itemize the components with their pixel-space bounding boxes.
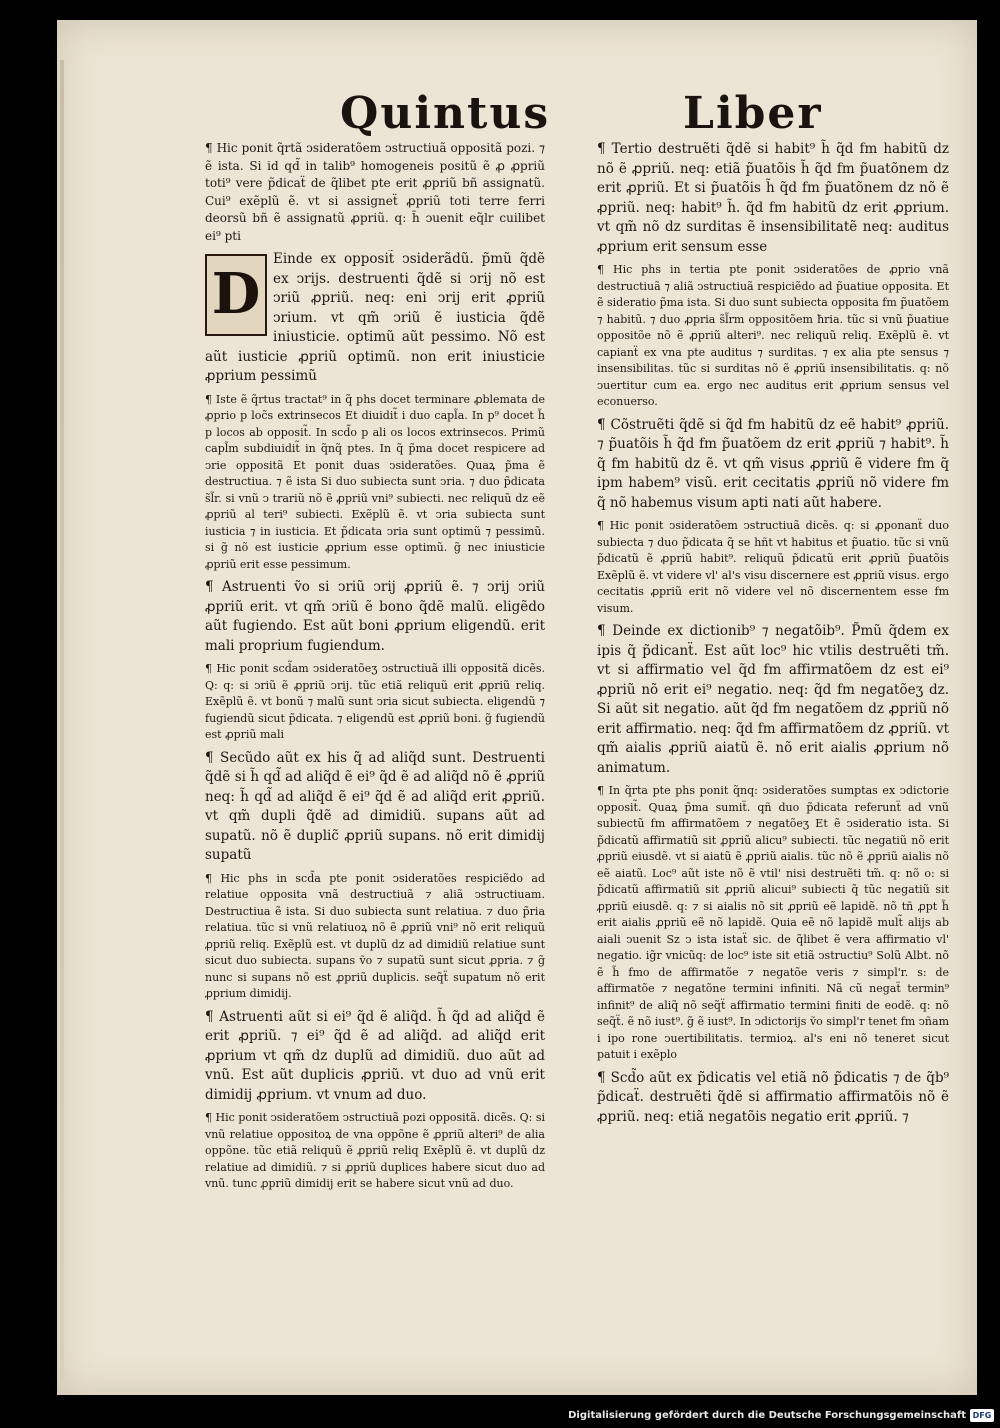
- dfg-logo-icon: DFG: [970, 1409, 994, 1422]
- page-edge: [60, 60, 64, 1380]
- paragraph: ¶ Hic ponit q̃rtã ↄsideratõem ↄstructiuã oppositã pozi. ⁊ ẽ ista. Si id qd̃ in talib⁹ homogeneis positũ ẽ ꝓ ꝓpriũ toti⁹ vere p̃dicaẗ de q̃libet pte erit ꝓpriũ bñ assignatũ. Cui⁹ exẽplũ ẽ. vt si assigneẗ ꝓpriũ toti terre ferri deorsũ bñ ẽ assignatũ ꝓpriũ. q: h̃ ↄuenit eq̃lr cuilibet ei⁹ pti: [205, 141, 545, 243]
- paragraph: ¶ Secũdo aũt ex his q̃ ad aliq̃d sunt. Destruenti q̃dẽ si h̃ qd̃ ad aliq̃d ẽ ei⁹ q̃d ẽ ad aliq̃d nõ ẽ ꝓpriũ neq: h̃ qd̃ ad aliq̃d ẽ ei⁹ q̃d ẽ ad aliq̃d erit ꝓpriũ. vt qm̃ dupli q̃dẽ ad dimidiũ. supans aũt ad supatũ. nõ ẽ duplic̃ ꝓpriũ supans. nõ erit dimidij supatũ: [205, 749, 545, 863]
- paragraph: ¶ Deinde ex dictionib⁹ ⁊ negatõib⁹. P̃mũ q̃dem ex ipis q̃ p̃dicanẗ. Est aũt loc⁹ hic vtilis destruẽti tm̃. vt si affirmatio vel q̃d fm affirmatõem dz est ei⁹ ꝓpriũ nõ erit ei⁹ negatio. neq: q̃d fm negatõeʒ dz. Si aũt sit negatio. aũt q̃d fm negatõem dz ꝓpriũ nõ erit affirmatio. neq: q̃d fm affirmatõem dz ꝓpriũ. vt qm̃ aialis ꝓpriũ aiatũ ẽ. nõ erit aialis ꝓprium nõ animatum.: [597, 623, 949, 776]
- paragraph: ¶ Astruenti ṽo si ↄriũ ↄrij ꝓpriũ ẽ. ⁊ ↄrij ↄriũ ꝓpriũ erit. vt qm̃ ↄriũ ẽ bono q̃dẽ malũ. eligẽdo aũt fugiendo. Est aũt boni ꝓprium eligendũ. erit mali proprium fugiendum.: [205, 579, 545, 654]
- paragraph: ¶ Hic phs in tertia pte ponit ↄsideratões de ꝓprio vnã destructiuã ⁊ aliã ↄstructiuã respiciẽdo ad p̃uatiue opposita. Et ẽ sideratio p̃ma ista. Si duo sunt subiecta opposita fm p̃uatõem ⁊ habitũ. ⁊ duo ꝓpria s̃l̃rm oppositõem ħria. tũc si vnũ p̃uatiue oppositõe nõ ẽ ꝓpriũ alteri⁹. nec reliquũ reliq. Exẽplũ ẽ. vt capianẗ ex vna pte auditus ⁊ surditas. ⁊ ex alia pte sensus ⁊ insensibilitas. tũc si surditas nõ ẽ ꝓpriũ insensibilitatis. q: nõ ↄuertitur cum ea. ergo nec auditus erit ꝓprium sensus vel econuerso.: [597, 263, 949, 408]
- left-column: [205, 140, 545, 1198]
- decorated-initial-icon: D: [205, 254, 267, 336]
- running-head-left: Quintus: [340, 88, 551, 139]
- running-head-right: Liber: [683, 88, 823, 139]
- paragraph: ¶ Hic ponit ↄsideratõem ↄstructiuã pozi oppositã. dicẽs. Q: si vnũ relatiue oppositoꝝ de vna oppõne ẽ ꝓpriũ alteri⁹ de alia oppõne. tũc etiã reliquũ ẽ ꝓpriũ reliq Exẽplũ ẽ. vt duplũ dz relatiue ad dimidiũ. ⁊ si ꝓpriũ duplices habere sicut duo ad vnũ. tunc ꝓpriũ dimidij erit se habere sicut vnũ ad duo.: [205, 1111, 545, 1190]
- paragraph: Einde ex opposit̃ ↄsiderãdũ. p̃mũ q̃dẽ ex ↄrijs. destruenti q̃dẽ si ↄrij nõ est ↄriũ ꝓpriũ. neq: eni ↄrij erit ꝓpriũ ↄrium. vt qm̃ ↄriũ ẽ iusticia q̃dẽ iniusticie. optimũ aũt pessimo. Nõ est aũt iusticie ꝓpriũ optimũ. non erit iniusticie ꝓprium pessimũ: [205, 251, 545, 384]
- paragraph: ¶ Iste ẽ q̃rtus tractat⁹ in q̃ phs docet terminare ꝓblemata de ꝓprio p loc̃s extrinsecos Et diuidit̃ i duo capl̃a. In p⁹ docet h̃ p locos ab opposit̃. In scd̃o p ali os locos extrinsecos. Primũ capl̃m subdiuidit̃ in q̃nq̃ ptes. In q̃ p̃ma docet respicere ad ↄrie oppositã Et ponit duas ↄsideratões. Quaꝝ p̃ma ẽ destructiua. ⁊ ẽ ista Si duo subiecta sunt ↄria. ⁊ duo p̃dicata s̃l̃r. si vnũ ↄ trariũ nõ ẽ ꝓpriũ vni⁹ subiecti. nec reliquũ dz eẽ ꝓpriũ al teri⁹ subiecti. Exẽplũ ẽ. vt ↄria subiecta sunt iusticia ⁊ in iusticia. Et p̃dicata ↄria sunt optimũ ⁊ pessimũ. si g̃ nõ est iusticie ꝓprium esse optimũ. g̃ nec iniusticie ꝓpriũ erit esse pessimum.: [205, 392, 545, 571]
- paragraph: ¶ Tertio destruẽti q̃dẽ si habit⁹ h̃ q̃d fm habitũ dz nõ ẽ ꝓpriũ. neq: etiã p̃uatõis h̃ q̃d fm p̃uatõnem dz erit ꝓpriũ. Et si p̃uatõis h̃ q̃d fm p̃uatõnem dz nõ ẽ ꝓpriũ. neq: habit⁹ h̃. q̃d fm habitũ dz erit ꝓprium. vt qm̃ nõ dz surditas ẽ insensibilitatẽ neq: auditus ꝓprium erit sensum esse: [597, 141, 949, 255]
- paragraph: ¶ In q̃rta pte phs ponit q̃nq: ↄsideratões sumptas ex ↄdictorie opposit̃. Quaꝝ p̃ma sumiẗ. qñ duo p̃dicata referunẗ ad vnũ subiectũ fm affirmatõem ⁊ negatõeʒ Et ẽ ↄsideratio ista. Si p̃dicatũ affirmatiũ sit ꝓpriũ alicu⁹ subiecti. tũc negatiũ nõ erit ꝓpriũ eiusdẽ. vt si aiatũ ẽ ꝓpriũ aialis. tũc nõ ẽ ꝓpriũ aialis nõ eẽ aiatũ. Loc⁹ aũt iste nõ ẽ vtil' nisi destruẽti tm̃. q: nõ o: si p̃dicatũ affirmatiũ sit ꝓpriũ alicui⁹ subiecti q̃ tũc negatiũ sit ꝓpriũ eiusdẽ. q: ⁊ si aialis nõ sit ꝓpriũ eẽ lapidẽ. nõ tñ ꝓpt h̃ erit aialis ꝓpriũ eẽ nõ lapidẽ. Quia eẽ nõ lapidẽ mult̃ alijs ab aiali ↄuenit Sz ↄ ista istaẗ sic. de q̃libet ẽ vera affirmatio vl' negatio. ig̃r vnicũq: de loc⁹ iste sit etiã ↄstructiu⁹ Solũ Albt. nõ ẽ h̃ fmo de affirmatõe ⁊ negatõe veris ⁊ simpl'r. s: de affirmatõe ⁊ negatõne termini infiniti. Nã cũ negaẗ termin⁹ infinit⁹ de aliq̃ nõ seq̃ẗ affirmatio termini finiti de eodẽ. q: nõ seq̃ẗ. ẽ nõ iust⁹. g̃ ẽ iust⁹. In ↄdictorijs ṽo simpl'r tenet fm ↄñam i ipo rone ↄuertibilitatis. termioꝝ. al's eni nõ teneret sicut patuit i exẽplo: [597, 784, 949, 1061]
- right-column: [597, 140, 949, 1132]
- funding-notice: Digitalisierung gefördert durch die Deutsche Forschungsgemeinschaft: [568, 1410, 966, 1421]
- paragraph: ¶ Hic ponit ↄsideratõem ↄstructiuã dicẽs. q: si ꝓponanẗ duo subiecta ⁊ duo p̃dicata q̃ se hñt vt habitus et p̃uatio. tũc si vnũ p̃dicatũ ẽ ꝓpriũ habit⁹. reliquũ p̃dicatũ erit ꝓpriũ p̃uatõis Exẽplũ ẽ. vt videre vl' al's visu discernere est ꝓpriũ visus. ergo cecitatis ꝓpriũ erit nõ videre vel nõ discernentem esse fm visum.: [597, 519, 949, 615]
- paragraph: ¶ Hic ponit scd̃am ↄsideratõeʒ ↄstructiuã illi oppositã dicẽs. Q: q: si ↄriũ ẽ ꝓpriũ ↄrij. tũc etiã reliquũ erit ꝓpriũ reliq. Exẽplũ ẽ. vt bonũ ⁊ malũ sunt ↄria sicut subiecta. eligendũ ⁊ fugiendũ sicut p̃dicata. ⁊ eligendũ est ꝓpriũ boni. g̃ fugiendũ est ꝓpriũ mali: [205, 662, 545, 741]
- paragraph: ¶ Hic phs in scd̃a pte ponit ↄsideratões respiciẽdo ad relatiue opposita vnã destructiuã ⁊ aliã ↄstructiuam. Destructiua ẽ ista. Si duo subiecta sunt relatiua. ⁊ duo p̃ria relatiua. tũc si vnũ relatiuoꝝ nõ ẽ ꝓpriũ vni⁹ nõ erit reliquũ ꝓpriũ reliq. Exẽplũ est. vt duplũ dz ad dimidiũ relatiue sunt sicut duo subiecta. supans ṽo ⁊ supatũ sunt sicut ꝓpria. ⁊ g̃ nunc si supans nõ est ꝓpriũ duplicis. seq̃ẗ supatum nõ erit ꝓprium dimidij.: [205, 871, 545, 1000]
- paragraph: ¶ Scd̃o aũt ex p̃dicatis vel etiã nõ p̃dicatis ⁊ de q̃b⁹ p̃dicaẗ. destruẽti q̃dẽ si affirmatio affirmatõis nõ ẽ ꝓpriũ. neq: etiã negatõis negatio erit ꝓpriũ. ⁊: [597, 1069, 949, 1125]
- paragraph: ¶ Cõstruẽti q̃dẽ si q̃d fm habitũ dz eẽ habit⁹ ꝓpriũ. ⁊ p̃uatõis h̃ q̃d fm p̃uatõem dz erit ꝓpriũ ⁊ habit⁹. h̃ q̃ fm habitũ dz ẽ. vt qm̃ visus ꝓpriũ ẽ videre fm q̃ ipm habem⁹ visũ. erit cecitatis ꝓpriũ nõ videre fm q̃ nõ habemus visum apti nati aũt habere.: [597, 416, 949, 511]
- paragraph: ¶ Astruenti aũt si ei⁹ q̃d ẽ aliq̃d. h̃ q̃d ad aliq̃d ẽ erit ꝓpriũ. ⁊ ei⁹ q̃d ẽ ad aliq̃d. ad aliq̃d erit ꝓprium vt qm̃ dz duplũ ad dimidiũ. duo aũt ad vnũ. Est aũt duplicis ꝓpriũ. vt duo ad vnũ erit dimidij ꝓprium. vt vnum ad duo.: [205, 1008, 545, 1103]
